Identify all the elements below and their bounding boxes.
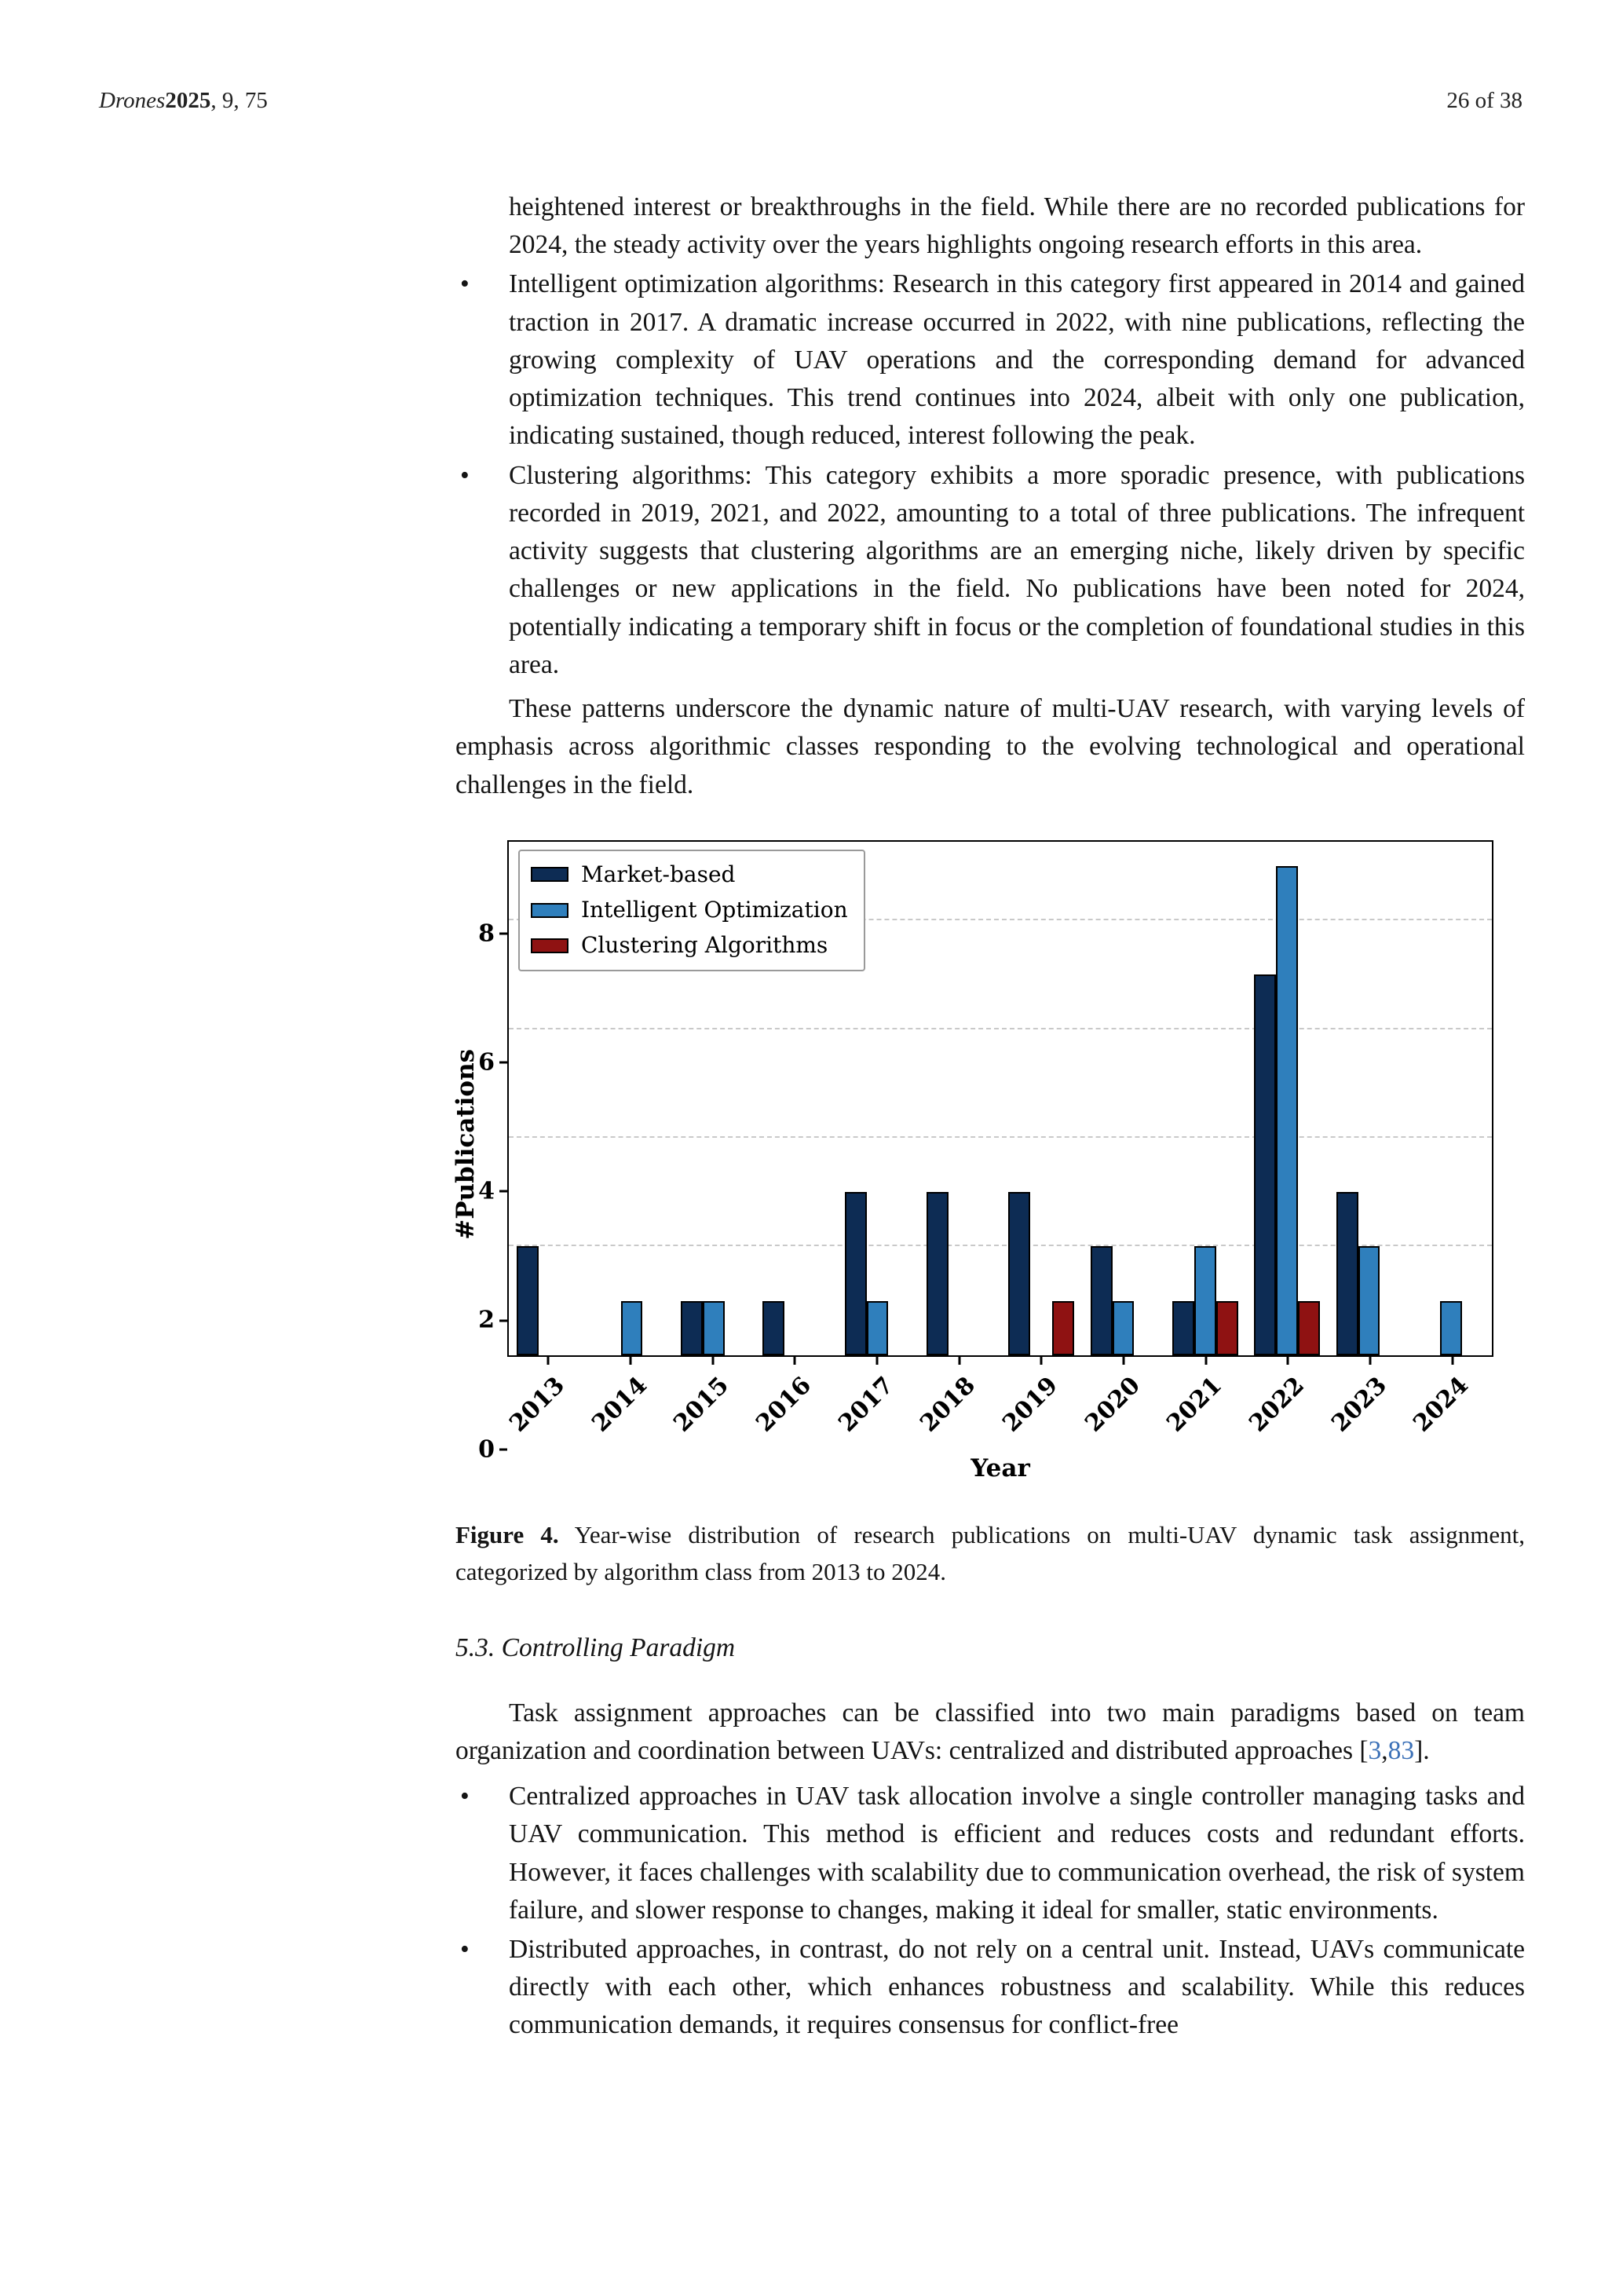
x-tick-label-2014: 2014 — [586, 1371, 652, 1438]
y-tick-mark — [499, 1190, 507, 1193]
bar-market-based-2017 — [845, 1192, 867, 1355]
bar-clustering-algorithms-2019 — [1052, 1301, 1074, 1355]
y-tick-label-2: 2 — [478, 1306, 495, 1334]
citation-separator: , — [1381, 1735, 1388, 1765]
x-tick-label-2021: 2021 — [1161, 1371, 1228, 1438]
x-tick-mark — [1369, 1357, 1372, 1365]
bar-market-based-2022 — [1254, 974, 1276, 1355]
paragraph-text: Task assignment approaches can be classified into two main paradigms based on team organization and coordination between UAVs: centralized and distributed approaches [ — [455, 1698, 1525, 1765]
gridline-y-4 — [509, 1136, 1492, 1138]
paragraph-text: ]. — [1414, 1735, 1430, 1765]
bar-intelligent-optimization-2017 — [867, 1301, 889, 1355]
x-tick-label-2016: 2016 — [751, 1371, 817, 1438]
x-tick-mark — [1451, 1357, 1453, 1365]
gridline-y-6 — [509, 1028, 1492, 1029]
x-tick-label-2018: 2018 — [915, 1371, 981, 1438]
y-tick-label-6: 6 — [478, 1048, 495, 1077]
x-tick-mark — [1287, 1357, 1289, 1365]
list-item — [455, 265, 1525, 455]
x-tick-mark — [1040, 1357, 1043, 1365]
bar-intelligent-optimization-2014 — [621, 1301, 643, 1355]
list-item-text: Intelligent optimization algorithms: Research in this category first appeared in 2014 and gained traction in 2017. A dramatic increase occurred in 2022, with nine publications, reflecting the growing complexity of UAV operations and the corresponding demand for advanced optimization techniques. This trend continues into 2024, albeit with only one publication, indicating sustained, though reduced, interest following the peak. — [509, 269, 1525, 451]
x-tick-mark — [547, 1357, 550, 1365]
x-tick-label-2022: 2022 — [1244, 1371, 1310, 1438]
bar-market-based-2020 — [1091, 1246, 1113, 1355]
legend-swatch-icon — [531, 938, 568, 953]
legend-entry — [531, 894, 848, 926]
paragraph-task-assignment — [455, 1695, 1525, 1770]
y-axis-title-text: #Publications — [451, 1049, 480, 1241]
x-tick-mark — [711, 1357, 714, 1365]
y-axis-ticks — [471, 840, 507, 1464]
bar-market-based-2021 — [1172, 1301, 1194, 1355]
journal-volume-article: , 9, 75 — [210, 88, 268, 113]
x-tick-mark — [876, 1357, 879, 1365]
x-axis-ticks — [504, 1357, 1493, 1450]
main-column — [451, 188, 1525, 2045]
y-tick-mark — [499, 1062, 507, 1064]
list-item — [455, 457, 1525, 684]
legend-label: Intelligent Optimization — [581, 897, 848, 923]
y-tick-mark — [499, 1319, 507, 1322]
x-tick-label-2023: 2023 — [1325, 1371, 1392, 1438]
bar-clustering-algorithms-2022 — [1298, 1301, 1320, 1355]
bar-intelligent-optimization-2020 — [1113, 1301, 1135, 1355]
x-tick-mark — [630, 1357, 632, 1365]
legend-label: Market-based — [581, 861, 736, 887]
list-item-text: Clustering algorithms: This category exhibits a more sporadic presence, with publications recorded in 2019, 2021, and 2022, amounting to a total of three publications. The infrequent activity suggests that clustering algorithms are an emerging niche, likely driven by specific challenges or new applications in the field. No publications have been noted for 2024, potentially indicating a temporary shift in focus or the completion of foundational studies in this area. — [509, 460, 1525, 679]
y-tick-mark — [499, 932, 507, 934]
chart-legend — [518, 850, 865, 971]
journal-year: 2025 — [165, 88, 211, 113]
list-item-text: Centralized approaches in UAV task allocation involve a single controller managing tasks and UAV communication. This method is efficient and reduces costs and redundant efforts. However, it faces challenges with scalability due to communication overhead, the risk of system failure, and slower response to changes, making it ideal for smaller, static environments. — [509, 1782, 1525, 1925]
running-head-journal — [99, 88, 268, 114]
chart — [451, 840, 1493, 1464]
bar-intelligent-optimization-2023 — [1358, 1246, 1380, 1355]
x-axis-title: Year — [971, 1453, 1030, 1483]
legend-swatch-icon — [531, 867, 568, 882]
bar-intelligent-optimization-2021 — [1194, 1246, 1216, 1355]
bar-market-based-2018 — [927, 1192, 949, 1355]
x-tick-label-2020: 2020 — [1079, 1371, 1146, 1438]
bar-intelligent-optimization-2024 — [1440, 1301, 1462, 1355]
bar-intelligent-optimization-2015 — [703, 1301, 725, 1355]
x-tick-label-2024: 2024 — [1408, 1371, 1475, 1438]
paragraph-patterns: These patterns underscore the dynamic nature of multi-UAV research, with varying levels of emphasis across algorithmic classes responding to the evolving technological and operational challenges in the field. — [455, 694, 1525, 799]
bar-intelligent-optimization-2022 — [1276, 866, 1298, 1355]
citation-ref-83[interactable]: 83 — [1387, 1735, 1415, 1765]
paragraph-continuation: heightened interest or breakthroughs in the field. While there are no recorded publications for 2024, the steady activity over the years highlights ongoing research efforts in this area. — [509, 192, 1525, 260]
list-item — [455, 1778, 1525, 1929]
y-tick-label-0: 0 — [478, 1435, 495, 1464]
x-tick-label-2017: 2017 — [832, 1371, 899, 1438]
bullet-icon: • — [460, 460, 470, 490]
legend-entry — [531, 930, 848, 961]
bullet-icon: • — [460, 1782, 470, 1812]
y-tick-mark — [499, 1448, 507, 1450]
journal-name: Drones — [99, 88, 166, 113]
page-header — [99, 88, 1522, 114]
figure-4 — [451, 840, 1525, 1486]
bar-market-based-2019 — [1008, 1192, 1030, 1355]
bullet-icon: • — [460, 269, 470, 299]
figure-caption-text: Year-wise distribution of research publications on multi-UAV dynamic task assignment, categorized by algorithm class from 2013 to 2024. — [455, 1521, 1525, 1585]
bullet-icon: • — [460, 1935, 470, 1965]
figure-caption-label: Figure 4. — [455, 1521, 559, 1549]
legend-label: Clustering Algorithms — [581, 932, 828, 959]
section-heading-5-3: 5.3. Controlling Paradigm — [455, 1633, 736, 1663]
list-item-text: Distributed approaches, in contrast, do not rely on a central unit. Instead, UAVs communicate directly with each other, which enhances robustness and scalability. While this reduces communication demands, it requires consensus for conflict-free — [509, 1935, 1525, 2040]
bar-market-based-2016 — [762, 1301, 784, 1355]
paradigm-list — [455, 1778, 1525, 2045]
legend-entry — [531, 859, 848, 890]
x-tick-label-2019: 2019 — [997, 1371, 1063, 1438]
x-tick-mark — [958, 1357, 960, 1365]
figure-caption — [455, 1517, 1525, 1590]
citation-ref-3[interactable]: 3 — [1368, 1735, 1382, 1765]
bar-clustering-algorithms-2021 — [1216, 1301, 1238, 1355]
y-tick-label-4: 4 — [478, 1177, 495, 1205]
y-tick-label-8: 8 — [478, 919, 495, 948]
page-number: 26 of 38 — [1446, 88, 1522, 113]
x-tick-mark — [1123, 1357, 1125, 1365]
x-tick-mark — [1204, 1357, 1207, 1365]
legend-swatch-icon — [531, 903, 568, 918]
x-tick-label-2013: 2013 — [504, 1371, 570, 1438]
list-item — [455, 1931, 1525, 2045]
bar-market-based-2015 — [681, 1301, 703, 1355]
bar-market-based-2023 — [1336, 1192, 1358, 1355]
plot-area — [507, 840, 1493, 1357]
bar-market-based-2013 — [517, 1246, 539, 1355]
x-tick-label-2015: 2015 — [668, 1371, 735, 1438]
x-tick-mark — [794, 1357, 796, 1365]
